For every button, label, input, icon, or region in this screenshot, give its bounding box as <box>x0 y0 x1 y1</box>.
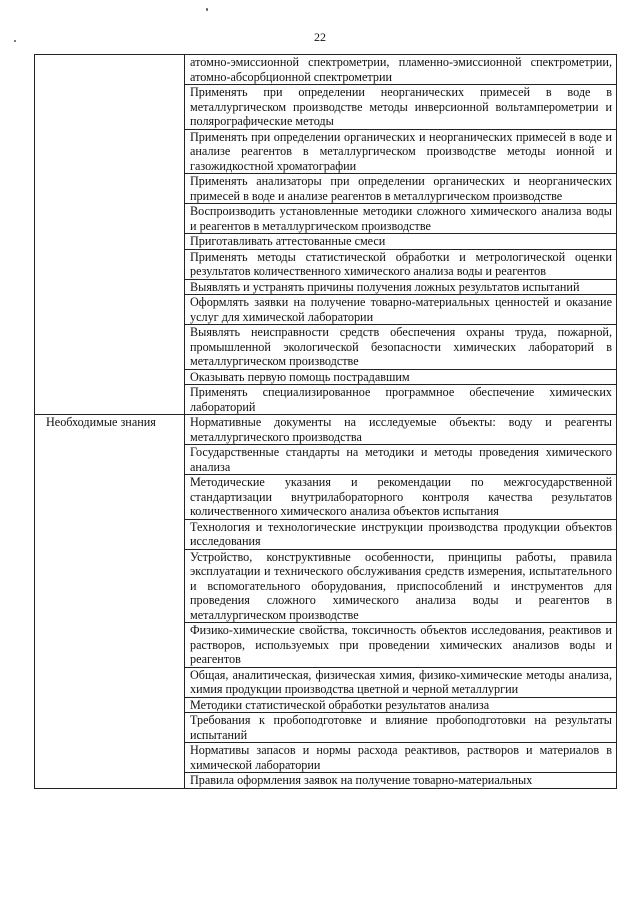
list-item: Применять при определении органических и неорганических примесей в воде и анализе реагентов в металлургическом производстве методы ионной и газожидкостной хроматографии <box>185 130 616 175</box>
list-item: Применять анализаторы при определении органических и неорганических примесей в воде и анализе реагентов в металлургическом производстве <box>185 174 616 204</box>
list-item: Оказывать первую помощь пострадавшим <box>185 370 616 386</box>
list-item: атомно-эмиссионной спектрометрии, пламенно-эмиссионной спектрометрии, атомно-абсорбционной спектрометрии <box>185 55 616 85</box>
section-items-cell <box>185 415 617 789</box>
section-row <box>35 415 617 789</box>
list-item: Физико-химические свойства, токсичность объектов исследования, реактивов и растворов, используемых при проведении химических анализов воды и реагентов <box>185 623 616 668</box>
list-item: Устройство, конструктивные особенности, принципы работы, правила эксплуатации и технического обслуживания средств измерения, испытательного и вспомогательного оборудования, приспособлений и инструментов для проведения сложного химического анализа воды и реагентов в металлургическом производстве <box>185 550 616 624</box>
list-item: Государственные стандарты на методики и методы проведения химического анализа <box>185 445 616 475</box>
section-label: Необходимые знания <box>46 415 156 429</box>
list-item: Технология и технологические инструкции производства продукции объектов исследования <box>185 520 616 550</box>
section-row <box>35 55 617 415</box>
list-item: Правила оформления заявок на получение товарно-материальных <box>190 773 533 787</box>
list-item: Применять при определении неорганических примесей в воде в металлургическом производстве методы инверсионной вольтамперометрии и полярографические методы <box>185 85 616 130</box>
list-item: Применять методы статистической обработки и метрологической оценки результатов количественного химического анализа воды и реагентов <box>185 250 616 280</box>
list-item: Оформлять заявки на получение товарно-материальных ценностей и оказание услуг для химической лаборатории <box>185 295 616 325</box>
list-item: Методики статистической обработки результатов анализа <box>185 698 616 714</box>
section-items-cell <box>185 55 617 415</box>
list-item: Приготавливать аттестованные смеси <box>185 234 616 250</box>
list-item: Нормативы запасов и нормы расхода реактивов, растворов и материалов в химической лаборатории <box>185 743 616 773</box>
list-item: Выявлять и устранять причины получения ложных результатов испытаний <box>185 280 616 296</box>
page-number: 22 <box>314 30 326 44</box>
section-label-cell <box>35 415 185 789</box>
table-body <box>35 55 617 789</box>
list-item: Требования к пробоподготовке и влияние пробоподготовки на результаты испытаний <box>185 713 616 743</box>
list-item: Воспроизводить установленные методики сложного химического анализа воды и реагентов в металлургическом производстве <box>185 204 616 234</box>
list-item: Нормативные документы на исследуемые объекты: воду и реагенты металлургического производства <box>185 415 616 445</box>
requirements-table <box>34 54 617 789</box>
list-item: Применять специализированное программное обеспечение химических лабораторий <box>190 385 612 414</box>
list-item: Методические указания и рекомендации по межгосударственной стандартизации внутрилабораторного контроля качества результатов количественного химического анализа объектов испытания <box>185 475 616 520</box>
scan-speck <box>14 40 16 42</box>
list-item: Выявлять неисправности средств обеспечения охраны труда, пожарной, промышленной экологической безопасности химических лабораторий в металлургическом производстве <box>185 325 616 370</box>
section-label-cell <box>35 55 185 415</box>
scan-speck <box>206 8 208 11</box>
list-item: Общая, аналитическая, физическая химия, физико-химические методы анализа, химия продукции производства цветной и черной металлургии <box>185 668 616 698</box>
